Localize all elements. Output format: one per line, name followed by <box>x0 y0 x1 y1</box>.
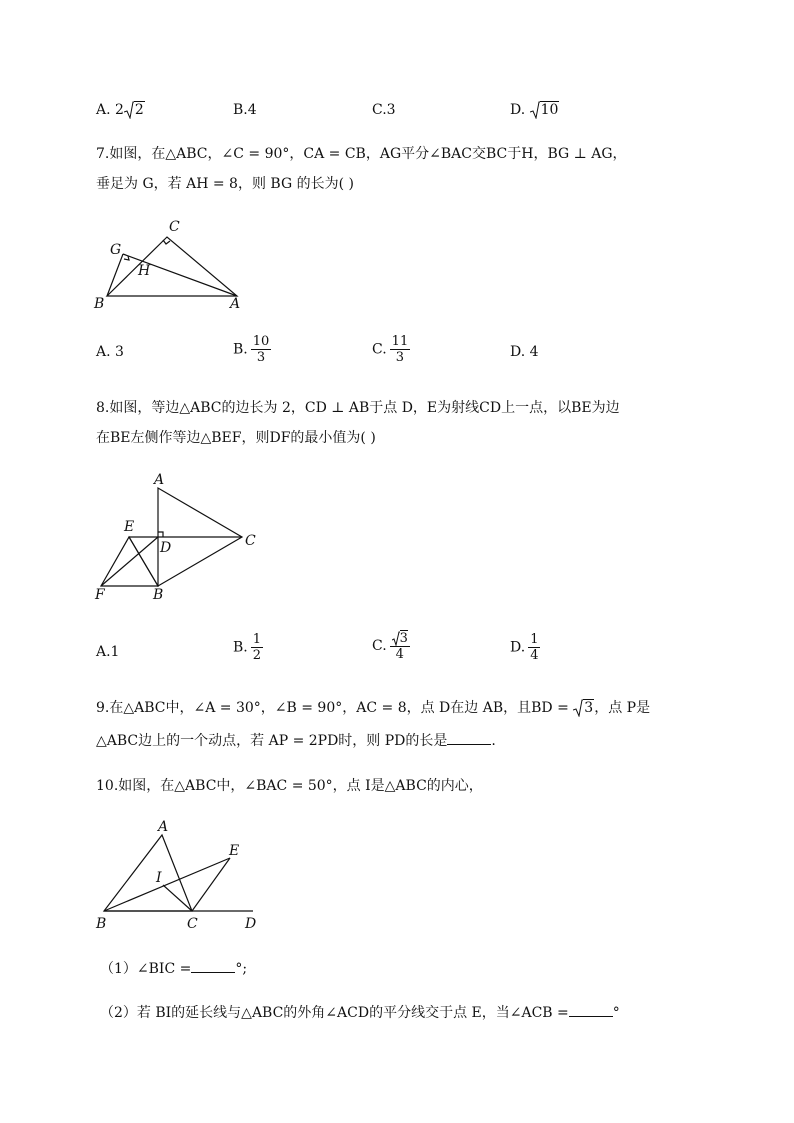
q6-option-a[interactable] <box>96 100 145 120</box>
q8-option-d-numerator: 1 <box>530 632 539 647</box>
q7-right-angle-g <box>124 256 129 260</box>
q10-part2-text: （2）若 BI的延长线与△ABC的外角∠ACD的平分线交于点 E，当∠ACB = <box>100 1005 569 1021</box>
q7-text-line1: 7.如图，在△ABC，∠C = 90°，CA = CB，AG平分∠BAC交BC于H，BG ⊥ AG， <box>96 146 627 162</box>
q10-part1-text: （1）∠BIC = <box>100 961 192 977</box>
q9-answer-blank[interactable] <box>447 730 491 745</box>
q8-text-line1: 8.如图，等边△ABC的边长为 2，CD ⊥ AB于点 D，E为射线CD上一点，以BE为边 <box>96 400 620 416</box>
q10-label-a: A <box>158 819 169 835</box>
q10-segment-ci <box>163 885 192 911</box>
q10-part2 <box>100 1002 620 1023</box>
q7-label-h: H <box>138 263 151 279</box>
q9-text-line1-start: 9.在△ABC中，∠A = 30°，∠B = 90°，AC = 8，点 D在边 AB，且BD = <box>96 700 574 716</box>
q8-label-c: C <box>245 533 256 549</box>
q10-label-i: I <box>156 870 162 886</box>
q8-option-b-label: B. <box>233 639 248 656</box>
q8-segment-eb <box>129 537 158 586</box>
q7-triangle-abc <box>107 237 237 296</box>
q8-option-b-numerator: 1 <box>252 632 262 647</box>
q6-option-c[interactable]: C.3 <box>372 102 396 118</box>
q8-figure <box>90 470 270 605</box>
q7-label-g: G <box>110 242 122 258</box>
q9-text-line1-end: ，点 P是 <box>594 700 651 716</box>
q8-option-d-fraction <box>528 632 540 663</box>
q8-option-d-denominator: 4 <box>530 648 539 663</box>
q6-option-d[interactable] <box>510 100 559 120</box>
q8-label-a: A <box>154 472 165 488</box>
q8-text-line2: 在BE左侧作等边△BEF，则DF的最小值为( ) <box>96 430 376 446</box>
sqrt-icon <box>392 631 400 646</box>
q10-label-e: E <box>229 843 240 859</box>
q8-option-c-fraction <box>390 630 410 662</box>
q10-figure <box>90 818 270 936</box>
q7-option-b-numerator: 10 <box>252 334 270 349</box>
q7-option-b[interactable] <box>233 334 271 365</box>
q8-option-b-denominator: 2 <box>252 648 262 663</box>
q7-option-c[interactable] <box>372 334 410 365</box>
q8-segment-df <box>101 537 158 586</box>
q8-label-b: B <box>153 587 164 603</box>
q7-option-c-label: C. <box>372 341 387 358</box>
sqrt-icon <box>573 699 583 717</box>
q8-option-c-denominator: 4 <box>395 647 404 662</box>
q9-text-line2-start: △ABC边上的一个动点，若 AP = 2PD时，则 PD的长是 <box>96 733 448 749</box>
q10-part1 <box>100 958 247 979</box>
sqrt-icon <box>530 101 540 119</box>
sqrt-icon <box>124 101 134 119</box>
q7-right-angle-c <box>163 240 170 244</box>
q6-option-d-label: D. <box>510 102 530 118</box>
q8-option-c[interactable] <box>372 630 410 662</box>
q6-option-b[interactable]: B.4 <box>233 102 257 118</box>
q10-label-d: D <box>245 916 257 932</box>
q8-option-b-fraction <box>251 632 263 663</box>
q9-text-line1 <box>96 698 650 718</box>
q10-text-line1: 10.如图，在△ABC中，∠BAC = 50°，点 I是△ABC的内心， <box>96 778 483 794</box>
q6-option-d-radicand: 10 <box>540 102 559 118</box>
q8-option-b[interactable] <box>233 632 263 663</box>
q9-text-line2 <box>96 730 496 751</box>
q7-label-b: B <box>94 296 105 312</box>
q8-label-f: F <box>95 587 105 603</box>
q9-text-line2-end: . <box>491 733 496 749</box>
q7-label-c: C <box>169 219 180 235</box>
q8-option-c-label: C. <box>372 638 387 654</box>
q6-option-a-radicand: 2 <box>134 102 144 118</box>
q8-option-a[interactable]: A.1 <box>96 644 120 660</box>
q7-option-d[interactable]: D. 4 <box>510 344 539 360</box>
q8-right-angle-d <box>158 532 163 537</box>
q7-option-b-denominator: 3 <box>256 350 266 365</box>
q8-option-d[interactable] <box>510 632 540 663</box>
q7-option-c-numerator: 11 <box>391 334 409 349</box>
q8-option-c-numerator <box>390 630 410 647</box>
q9-radicand: 3 <box>584 700 594 716</box>
q7-option-b-label: B. <box>233 341 248 358</box>
q7-figure <box>90 214 260 314</box>
q10-part2-unit: ° <box>612 1005 620 1021</box>
q10-label-c: C <box>187 916 198 932</box>
q8-label-e: E <box>124 519 135 535</box>
q6-option-a-label: A. 2 <box>96 102 124 118</box>
q10-part1-unit: °; <box>235 961 248 977</box>
q8-option-c-radicand: 3 <box>399 631 408 646</box>
q8-label-d: D <box>160 540 172 556</box>
q8-option-d-label: D. <box>510 639 526 656</box>
q7-option-c-fraction <box>390 334 411 365</box>
q7-option-b-fraction <box>251 334 272 365</box>
q7-label-a: A <box>230 296 241 312</box>
q7-option-a[interactable]: A. 3 <box>96 344 124 360</box>
q10-part1-answer-blank[interactable] <box>191 958 235 973</box>
q10-part2-answer-blank[interactable] <box>569 1002 613 1017</box>
q10-label-b: B <box>96 916 107 932</box>
q7-text-line2: 垂足为 G，若 AH = 8，则 BG 的长为( ) <box>96 176 354 192</box>
q7-option-c-denominator: 3 <box>395 350 405 365</box>
q7-segment-bg <box>107 254 123 296</box>
